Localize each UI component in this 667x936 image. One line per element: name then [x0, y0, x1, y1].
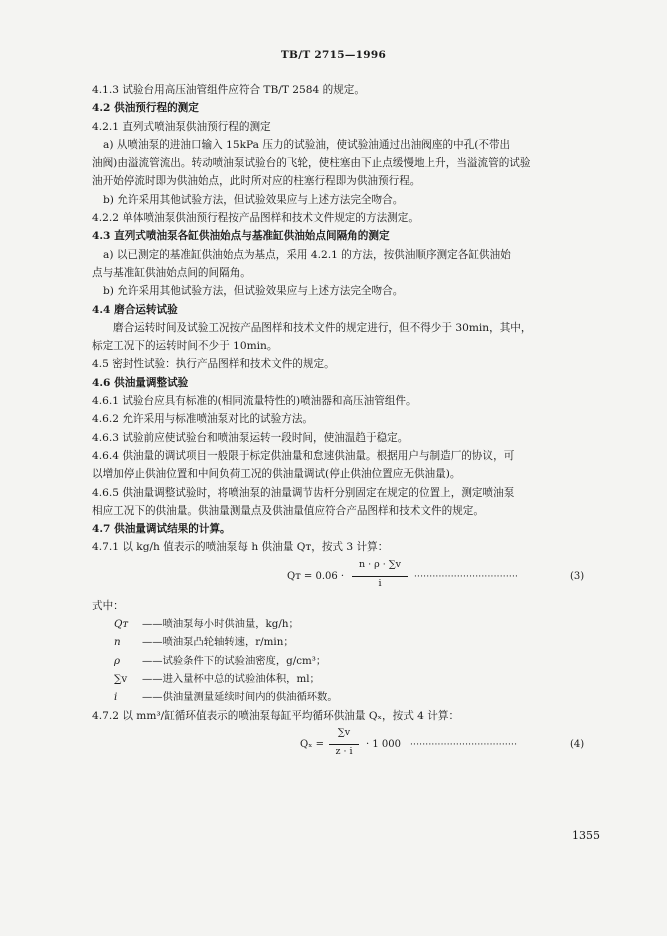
where-label: 式中： — [92, 599, 124, 612]
clause-4-4-line2: 标定工况下的运转时间不少于 10min。 — [92, 340, 278, 353]
heading-4-2: 4.2 供油预行程的测定 — [92, 102, 199, 115]
clause-4-6-3: 4.6.3 试验前应使试验台和喷油泵运转一段时间，使油温趋于稳定。 — [92, 431, 409, 444]
variable-desc: ——供油量测量延续时间内的供油循环数。 — [142, 691, 338, 704]
variable-row — [92, 688, 598, 706]
clause-4-2-1-a-line2: 油阀)由溢流管流出。转动喷油泵试验台的飞轮，使柱塞由下止点缓慢地上升，当溢流管的试验 — [92, 157, 531, 170]
clause-4-6-5-line1: 4.6.5 供油量调整试验时，将喷油泵的油量调节齿杆分别固定在规定的位置上，测定喷油泵 — [92, 486, 515, 499]
formula-3-lhs: Qᴛ = 0.06 · — [287, 570, 345, 582]
variable-row — [92, 652, 598, 670]
page-header: TB/T 2715—1996 — [280, 49, 387, 61]
formula-3-number: (3) — [570, 570, 585, 582]
heading-4-2-1: 4.2.1 直列式喷油泵供油预行程的测定 — [92, 120, 271, 133]
clause-4-3-b: b) 允许采用其他试验方法，但试验效果应与上述方法完全吻合。 — [103, 285, 404, 298]
variable-symbol: ρ — [114, 654, 121, 667]
clause-4-2-1-a-line1: a) 从喷油泵的进油口输入 15kPa 压力的试验油，使试验油通过出油阀座的中孔(不带出 — [103, 138, 511, 151]
heading-4-3: 4.3 直列式喷油泵各缸供油始点与基准缸供油始点间隔角的测定 — [92, 230, 390, 243]
clause-4-6-5-line2: 相应工况下的供油量。供油量测量点及供油量值应符合产品图样和技术文件的规定。 — [92, 504, 484, 517]
variable-row — [92, 633, 598, 651]
clause-4-6-1: 4.6.1 试验台应具有标准的(相同流量特性的)喷油器和高压油管组件。 — [92, 395, 417, 408]
clause-4-7-1: 4.7.1 以 kg/h 值表示的喷油泵每 h 供油量 Qᴛ，按式 3 计算： — [92, 541, 389, 554]
clause-4-1-3: 4.1.3 试验台用高压油管组件应符合 TB/T 2584 的规定。 — [92, 84, 365, 96]
clause-4-6-4-line2: 以增加停止供油位置和中间负荷工况的供油量调试(停止供油位置应无供油量)。 — [92, 468, 461, 481]
heading-4-6: 4.6 供油量调整试验 — [92, 376, 189, 389]
variable-row — [92, 615, 598, 633]
clause-4-7-2: 4.7.2 以 mm³/缸循环值表示的喷油泵每缸平均循环供油量 Qₓ，按式 4 计算： — [92, 709, 460, 722]
variable-desc: ——进入量杯中总的试验油体积，ml； — [142, 672, 320, 685]
formula-3-leader-dots: ·································· — [414, 571, 519, 582]
formula-3-denominator: i — [378, 577, 382, 589]
clause-4-2-1-a-line3: 油开始停流时即为供油始点，此时所对应的柱塞行程即为供油预行程。 — [92, 175, 421, 188]
formula-3-numerator: n · ρ · ∑v — [359, 558, 401, 570]
formula-4 — [92, 727, 598, 763]
variable-desc: ——喷油泵凸轮轴转速，r/min； — [142, 636, 294, 649]
formula-4-multiplier: · 1 000 — [366, 738, 401, 750]
page-number: 1355 — [572, 829, 600, 842]
variable-desc: ——喷油泵每小时供油量，kg/h； — [142, 618, 299, 631]
clause-4-2-2: 4.2.2 单体喷油泵供油预行程按产品图样和技术文件规定的方法测定。 — [92, 212, 419, 225]
formula-4-leader-dots: ··································· — [410, 739, 518, 750]
clause-4-3-a-line1: a) 以已测定的基准缸供油始点为基点，采用 4.2.1 的方法，按供油顺序测定各缸供油始 — [103, 248, 511, 261]
clause-4-5: 4.5 密封性试验：执行产品图样和技术文件的规定。 — [92, 358, 335, 371]
page-body — [92, 81, 598, 763]
heading-4-4: 4.4 磨合运转试验 — [92, 303, 178, 316]
clause-4-3-a-line2: 点与基准缸供油始点间的间隔角。 — [92, 266, 251, 279]
formula-4-number: (4) — [570, 738, 585, 750]
heading-4-7: 4.7 供油量调试结果的计算。 — [92, 523, 231, 536]
formula-4-lhs: Qₓ = — [300, 738, 324, 750]
formula-4-denominator: z · i — [335, 745, 353, 757]
formula-4-numerator: ∑v — [337, 726, 351, 738]
clause-4-2-1-b: b) 允许采用其他试验方法，但试验效果应与上述方法完全吻合。 — [103, 193, 404, 206]
clause-4-6-4-line1: 4.6.4 供油量的调试项目一般限于标定供油量和怠速供油量。根据用户与制造厂的协议，可 — [92, 449, 515, 462]
variable-desc: ——试验条件下的试验油密度，g/cm³； — [142, 654, 327, 667]
clause-4-4-line1: 磨合运转时间及试验工况按产品图样和技术文件的规定进行，但不得少于 30min，其中， — [113, 321, 532, 334]
variable-symbol: i — [114, 691, 118, 704]
variable-row — [92, 670, 598, 688]
formula-3 — [92, 559, 598, 595]
variable-symbol: Qᴛ — [114, 618, 129, 631]
variable-symbol: ∑v — [114, 672, 128, 685]
formula-3-fraction-bar — [352, 576, 408, 577]
variable-symbol: n — [114, 636, 121, 649]
clause-4-6-2: 4.6.2 允许采用与标准喷油泵对比的试验方法。 — [92, 413, 314, 426]
formula-4-fraction-bar — [329, 744, 359, 745]
